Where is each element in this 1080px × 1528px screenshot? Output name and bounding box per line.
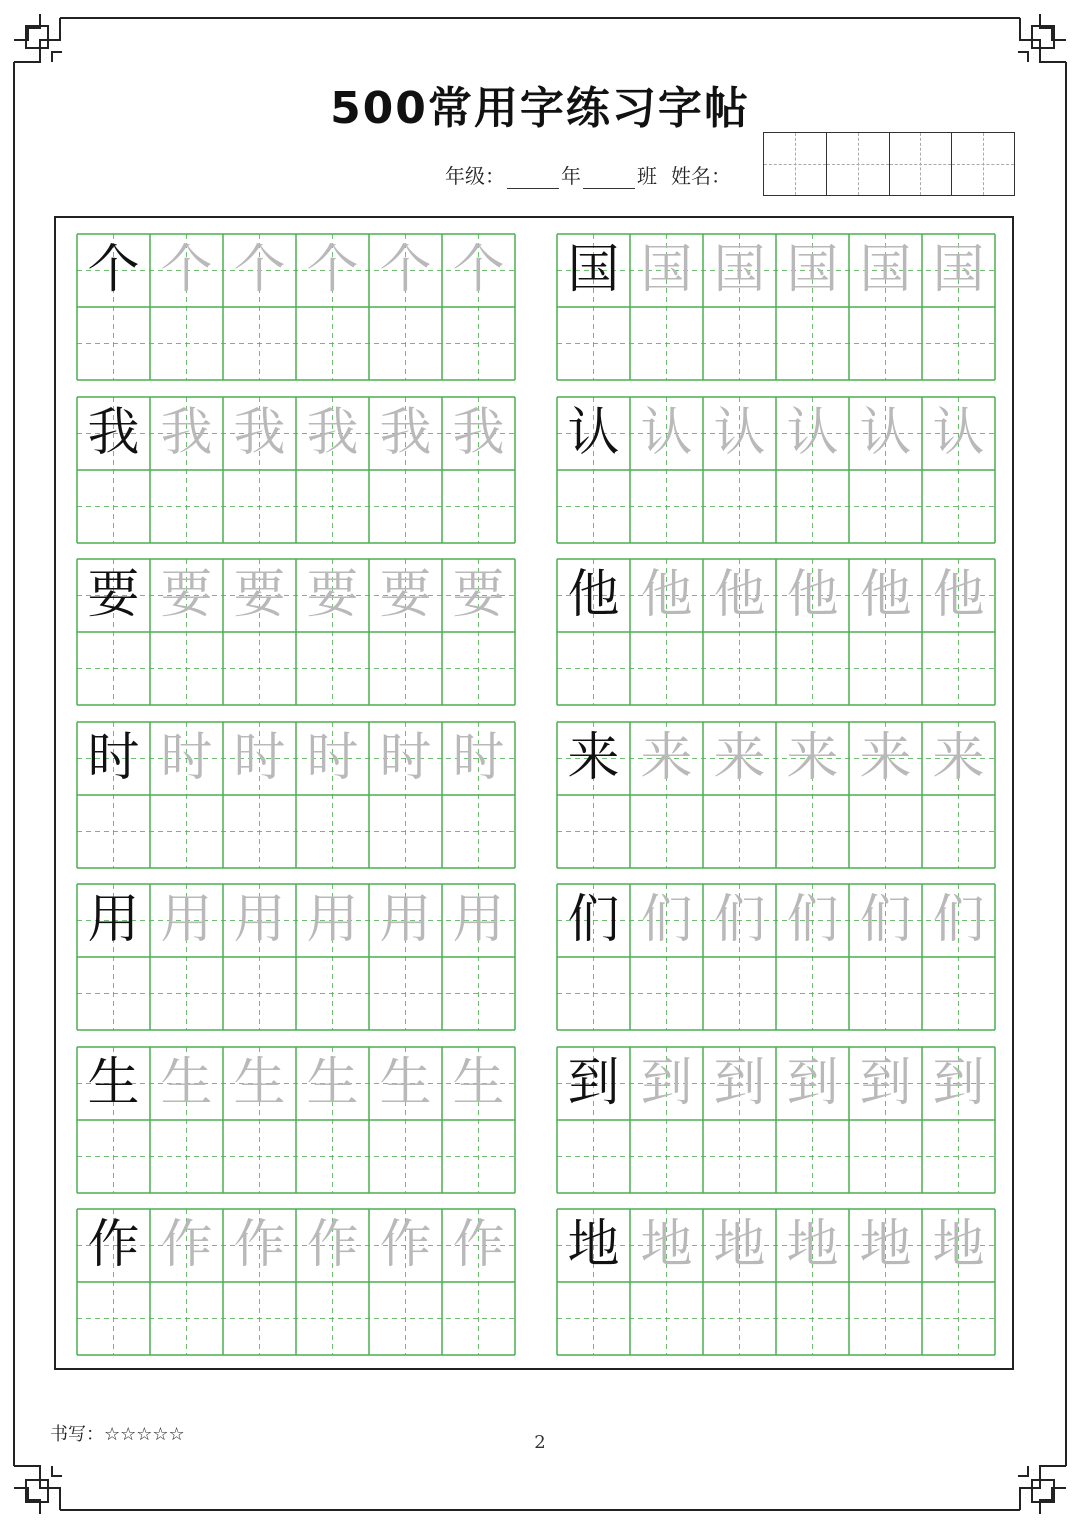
trace-character: 来 bbox=[859, 727, 912, 788]
trace-character: 他 bbox=[713, 564, 766, 625]
trace-character: 地 bbox=[640, 1214, 693, 1275]
class-suffix: 班 bbox=[637, 164, 657, 188]
trace-character: 时 bbox=[233, 727, 286, 788]
model-character: 他 bbox=[567, 564, 620, 625]
trace-character: 我 bbox=[160, 402, 213, 463]
model-character: 作 bbox=[87, 1214, 140, 1275]
trace-character: 要 bbox=[379, 564, 432, 625]
trace-character: 国 bbox=[786, 239, 839, 300]
practice-block-right bbox=[556, 233, 994, 379]
trace-character: 他 bbox=[932, 564, 985, 625]
name-box-cell[interactable] bbox=[952, 133, 1014, 195]
trace-character: 们 bbox=[859, 889, 912, 950]
practice-block-left bbox=[76, 721, 514, 867]
trace-character: 个 bbox=[306, 239, 359, 300]
trace-character: 来 bbox=[786, 727, 839, 788]
trace-character: 地 bbox=[932, 1214, 985, 1275]
model-character: 我 bbox=[87, 402, 140, 463]
practice-block-right bbox=[556, 721, 994, 867]
trace-character: 到 bbox=[640, 1052, 693, 1113]
rating-stars[interactable]: ☆☆☆☆☆ bbox=[104, 1424, 185, 1445]
trace-character: 生 bbox=[233, 1052, 286, 1113]
trace-character: 个 bbox=[233, 239, 286, 300]
trace-character: 时 bbox=[452, 727, 505, 788]
trace-character: 来 bbox=[713, 727, 766, 788]
trace-character: 作 bbox=[233, 1214, 286, 1275]
practice-block-right bbox=[556, 396, 994, 542]
trace-character: 他 bbox=[859, 564, 912, 625]
trace-character: 国 bbox=[932, 239, 985, 300]
trace-character: 作 bbox=[306, 1214, 359, 1275]
trace-character: 生 bbox=[306, 1052, 359, 1113]
model-character: 个 bbox=[87, 239, 140, 300]
name-box-cell[interactable] bbox=[827, 133, 890, 195]
trace-character: 作 bbox=[452, 1214, 505, 1275]
trace-character: 认 bbox=[640, 402, 693, 463]
trace-character: 用 bbox=[306, 889, 359, 950]
trace-character: 用 bbox=[379, 889, 432, 950]
trace-character: 他 bbox=[640, 564, 693, 625]
name-label: 姓名： bbox=[671, 164, 731, 188]
trace-character: 国 bbox=[713, 239, 766, 300]
writing-row[interactable] bbox=[76, 1281, 514, 1354]
model-character: 认 bbox=[567, 402, 620, 463]
writing-row[interactable] bbox=[76, 956, 514, 1029]
trace-character: 用 bbox=[452, 889, 505, 950]
trace-character: 我 bbox=[306, 402, 359, 463]
trace-character: 地 bbox=[713, 1214, 766, 1275]
trace-character: 时 bbox=[160, 727, 213, 788]
practice-block-left bbox=[76, 883, 514, 1029]
trace-character: 生 bbox=[160, 1052, 213, 1113]
trace-character: 个 bbox=[452, 239, 505, 300]
writing-row[interactable] bbox=[556, 1281, 994, 1354]
class-blank[interactable] bbox=[583, 166, 635, 189]
writing-row[interactable] bbox=[556, 631, 994, 704]
writing-row[interactable] bbox=[556, 306, 994, 379]
grade-year-blank[interactable] bbox=[507, 166, 559, 189]
trace-character: 要 bbox=[452, 564, 505, 625]
trace-character: 个 bbox=[379, 239, 432, 300]
trace-character: 们 bbox=[932, 889, 985, 950]
trace-character: 到 bbox=[932, 1052, 985, 1113]
trace-character: 用 bbox=[233, 889, 286, 950]
trace-character: 来 bbox=[640, 727, 693, 788]
writing-row[interactable] bbox=[76, 469, 514, 542]
practice-block-left bbox=[76, 1208, 514, 1354]
trace-character: 我 bbox=[452, 402, 505, 463]
practice-block-right bbox=[556, 883, 994, 1029]
name-box[interactable] bbox=[763, 132, 1015, 196]
model-character: 要 bbox=[87, 564, 140, 625]
model-character: 到 bbox=[567, 1052, 620, 1113]
trace-character: 认 bbox=[932, 402, 985, 463]
student-info-line bbox=[445, 160, 731, 189]
trace-character: 个 bbox=[160, 239, 213, 300]
practice-block-right bbox=[556, 1208, 994, 1354]
page-number: 2 bbox=[534, 1432, 546, 1453]
practice-block-left bbox=[76, 1046, 514, 1192]
trace-character: 认 bbox=[786, 402, 839, 463]
trace-character: 用 bbox=[160, 889, 213, 950]
trace-character: 要 bbox=[306, 564, 359, 625]
grade-label: 年级： bbox=[445, 164, 505, 188]
year-suffix: 年 bbox=[561, 164, 581, 188]
model-character: 国 bbox=[567, 239, 620, 300]
practice-block-left bbox=[76, 396, 514, 542]
trace-character: 到 bbox=[713, 1052, 766, 1113]
trace-character: 认 bbox=[859, 402, 912, 463]
practice-block-right bbox=[556, 558, 994, 704]
model-character: 来 bbox=[567, 727, 620, 788]
model-character: 地 bbox=[567, 1214, 620, 1275]
trace-character: 们 bbox=[786, 889, 839, 950]
trace-character: 作 bbox=[379, 1214, 432, 1275]
writing-row[interactable] bbox=[556, 469, 994, 542]
trace-character: 认 bbox=[713, 402, 766, 463]
model-character: 时 bbox=[87, 727, 140, 788]
trace-character: 他 bbox=[786, 564, 839, 625]
trace-character: 国 bbox=[640, 239, 693, 300]
trace-character: 时 bbox=[306, 727, 359, 788]
trace-character: 要 bbox=[233, 564, 286, 625]
trace-character: 国 bbox=[859, 239, 912, 300]
writing-row[interactable] bbox=[76, 1119, 514, 1192]
trace-character: 们 bbox=[713, 889, 766, 950]
rating-label: 书写： bbox=[50, 1424, 104, 1445]
practice-block-left bbox=[76, 558, 514, 704]
trace-character: 我 bbox=[379, 402, 432, 463]
trace-character: 们 bbox=[640, 889, 693, 950]
writing-row[interactable] bbox=[76, 794, 514, 867]
model-character: 生 bbox=[87, 1052, 140, 1113]
trace-character: 到 bbox=[786, 1052, 839, 1113]
writing-row[interactable] bbox=[556, 1119, 994, 1192]
trace-character: 到 bbox=[859, 1052, 912, 1113]
writing-row[interactable] bbox=[76, 306, 514, 379]
worksheet-title: 500常用字练习字帖 bbox=[330, 83, 750, 134]
practice-block-right bbox=[556, 1046, 994, 1192]
writing-row[interactable] bbox=[556, 794, 994, 867]
trace-character: 生 bbox=[452, 1052, 505, 1113]
writing-row[interactable] bbox=[556, 956, 994, 1029]
trace-character: 地 bbox=[859, 1214, 912, 1275]
model-character: 们 bbox=[567, 889, 620, 950]
trace-character: 我 bbox=[233, 402, 286, 463]
practice-block-left bbox=[76, 233, 514, 379]
name-box-cell[interactable] bbox=[764, 133, 827, 195]
trace-character: 地 bbox=[786, 1214, 839, 1275]
model-character: 用 bbox=[87, 889, 140, 950]
trace-character: 时 bbox=[379, 727, 432, 788]
writing-row[interactable] bbox=[76, 631, 514, 704]
trace-character: 生 bbox=[379, 1052, 432, 1113]
trace-character: 来 bbox=[932, 727, 985, 788]
name-box-cell[interactable] bbox=[890, 133, 953, 195]
trace-character: 要 bbox=[160, 564, 213, 625]
trace-character: 作 bbox=[160, 1214, 213, 1275]
